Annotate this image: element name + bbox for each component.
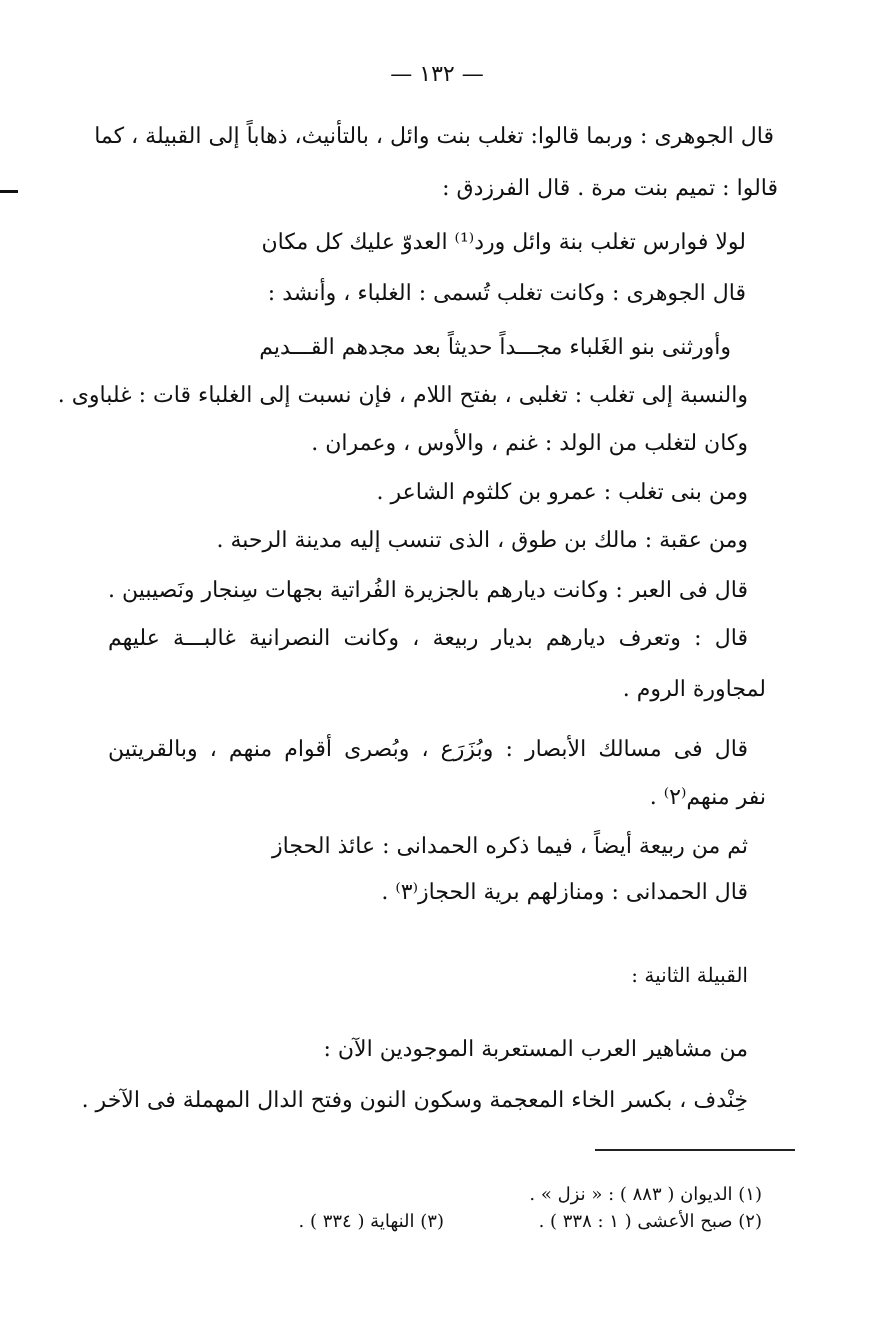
text-line-9: قال : وتعرف ديارهم بديار ربيعة ، وكانت النصرانية غالبـــة عليهم [108,626,748,651]
text-line-16: خِنْدف ، بكسر الخاء المعجمة وسكون النون وفتح الدال المهملة فى الآخر . [81,1088,748,1113]
margin-mark [0,190,18,193]
verse-line-2: وأورثنى بنو الغَلباء مجـــداً حديثاً بعد مجدهم القـــديم [259,335,731,360]
text-line-13: ثم من ربيعة أيضاً ، فيما ذكره الحمدانى : عائذ الحجاز [272,834,748,859]
text-line-12: نفر منهم⁽٢⁾ . [649,785,766,810]
text-line-3: قال الجوهرى : وكانت تغلب تُسمى : الغلباء ، وأنشد : [267,281,746,306]
text-line-6: ومن بنى تغلب : عمرو بن كلثوم الشاعر . [376,480,748,505]
text-line-8: قال فى العبر : وكانت ديارهم بالجزيرة الفُراتية بجهات سِنجار ونَصيبين . [108,578,748,603]
text-line-14: قال الحمدانى : ومنازلهم برية الحجاز⁽٣⁾ . [381,880,748,905]
text-line-5: وكان لتغلب من الولد : غنم ، والأوس ، وعمران . [311,431,748,456]
footnote-rule [595,1149,795,1151]
text-line-11: قال فى مسالك الأبصار : وبُزَرَع ، وبُصرى أقوام منهم ، وبالقريتين [108,737,748,762]
text-line-4: والنسبة إلى تغلب : تغلبى ، بفتح اللام ، فإن نسبت إلى الغلباء قات : غلباوى . [57,383,748,408]
text-line-7: ومن عقبة : مالك بن طوق ، الذى تنسب إليه مدينة الرحبة . [216,528,748,553]
footnote-2: (٢) صبح الأعشى ( ١ : ٣٣٨ ) . [538,1211,762,1232]
footnote-3: (٣) النهاية ( ٣٣٤ ) . [298,1211,444,1232]
section-heading: القبيلة الثانية : [631,963,748,987]
text-line-10: لمجاورة الروم . [622,677,766,702]
verse-line-1: لولا فوارس تغلب بنة وائل ورد⁽¹⁾ العدوّ عليك كل مكان [261,230,746,255]
page-number: — ١٣٢ — [390,62,484,87]
text-line-1: قال الجوهرى : وربما قالوا: تغلب بنت وائل ، بالتأنيث، ذهاباً إلى القبيلة ، كما [94,124,774,149]
text-line-15: من مشاهير العرب المستعربة الموجودين الآن : [323,1037,748,1062]
text-line-2: قالوا : تميم بنت مرة . قال الفرزدق : [442,176,778,201]
footnote-1: (١) الديوان ( ٨٨٣ ) : « نزل » . [529,1184,762,1205]
